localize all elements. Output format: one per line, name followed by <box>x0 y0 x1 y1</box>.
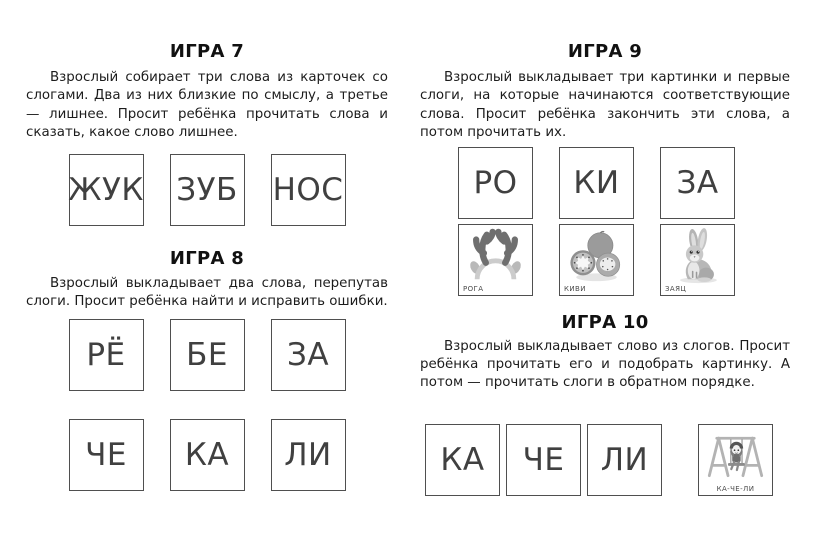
game-8-card-row-2 <box>26 419 388 491</box>
game-9-title: ИГРА 9 <box>567 41 643 62</box>
game-9-picture-row <box>420 224 790 296</box>
syllable-card-li2: ЛИ <box>587 424 662 496</box>
syllable-card-che2: ЧЕ <box>506 424 581 496</box>
game-10-title: ИГРА 10 <box>561 311 649 333</box>
syllable-card-che: ЧЕ <box>69 419 144 491</box>
rabbit-icon <box>664 227 731 285</box>
syllable-card-ryo: РЁ <box>69 319 144 391</box>
syllable-card-za2: ЗА <box>660 147 735 219</box>
left-column <box>26 0 388 491</box>
swing-set-icon <box>702 427 769 485</box>
game-7-card-row <box>26 154 388 226</box>
game-7-description: Взрослый собирает три слова из карточек со слогами. Два из них близкие по смыслу, а третье — лишнее. Просит ребёнка прочитать слова и сказать, какое слово лишнее. <box>26 70 388 141</box>
picture-card-roga <box>458 224 533 296</box>
syllable-card-ka: КА <box>170 419 245 491</box>
picture-card-label: КИВИ <box>564 284 586 293</box>
game-7-title: ИГРА 7 <box>169 41 245 62</box>
antlers-headband-icon <box>462 227 529 285</box>
syllable-card-zhuk: ЖУК <box>69 154 144 226</box>
game-8-description: Взрослый выкладывает два слова, перепутав слоги. Просит ребёнка найти и исправить ошибки. <box>26 275 388 310</box>
syllable-card-za: ЗА <box>271 319 346 391</box>
picture-card-kacheli <box>698 424 773 496</box>
syllable-card-nos: НОС <box>271 154 346 226</box>
syllable-card-ki: КИ <box>559 147 634 219</box>
picture-card-label: КА-ЧЕ-ЛИ <box>716 484 755 493</box>
right-column <box>420 0 790 496</box>
game-8-card-row-1 <box>26 319 388 391</box>
syllable-card-zub: ЗУБ <box>170 154 245 226</box>
picture-card-kivi <box>559 224 634 296</box>
game-10-description: Взрослый выкладывает слово из слогов. Просит ребёнка прочитать его и подобрать картинку. А потом — прочитать слоги в обратном порядке. <box>420 338 790 391</box>
picture-card-label: РОГА <box>463 284 484 293</box>
syllable-card-ro: РО <box>458 147 533 219</box>
picture-card-zayats <box>660 224 735 296</box>
game-9-description: Взрослый выкладывает три картинки и первые слоги, на которые начинаются соответствующие слова. Просит ребёнка закончить эти слова, а потом прочитать их. <box>420 70 790 141</box>
game-8-title: ИГРА 8 <box>169 247 245 269</box>
syllable-card-li: ЛИ <box>271 419 346 491</box>
kiwi-fruit-icon <box>563 227 630 285</box>
game-9-syllable-row <box>420 147 790 219</box>
game-10-card-row <box>420 424 790 496</box>
syllable-card-be: БЕ <box>170 319 245 391</box>
picture-card-label: ЗАЯЦ <box>665 284 687 293</box>
syllable-card-ka2: КА <box>425 424 500 496</box>
